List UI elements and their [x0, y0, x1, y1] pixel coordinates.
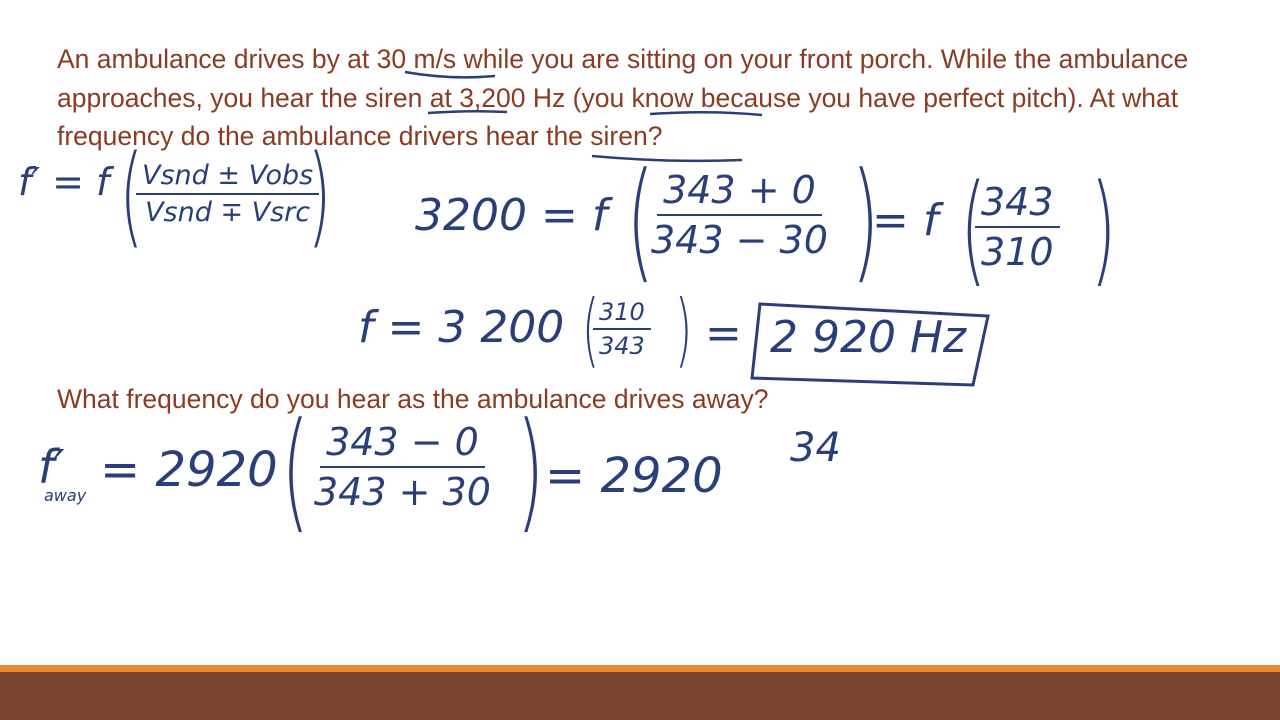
step3-right-paren: ): [516, 394, 545, 546]
step2-numerator: 310: [593, 298, 651, 330]
hear-word: hear: [260, 82, 314, 113]
formula-left-paren: (: [119, 131, 144, 259]
frequency-value: 3,200 Hz: [459, 82, 566, 113]
drivers-word: drivers: [398, 121, 479, 151]
question-2: What frequency do you hear as the ambulance drives away?: [57, 384, 769, 414]
step1-right-paren: ): [851, 144, 880, 296]
step3-partial: 34: [790, 425, 841, 471]
step2-equals: =: [705, 308, 742, 359]
step2-denominator: 343: [599, 332, 645, 360]
step2-lhs: f = 3 200: [358, 302, 565, 353]
problem-part1: An ambulance drives by at: [57, 44, 377, 74]
step2-right-paren: ): [675, 283, 693, 376]
formula-numerator: Vsnd ± Vobs: [136, 160, 319, 195]
problem-part2: while you are sitting on your front porch. While the ambulance approaches, you: [57, 44, 1189, 113]
footer-accent-stripe: [0, 665, 1280, 672]
step3-left-paren: (: [281, 394, 310, 546]
step1-fraction: [645, 168, 834, 262]
problem-part5: hear the siren?: [478, 121, 663, 151]
step1-numerator: 343 + 0: [657, 168, 822, 216]
speed-value: 30 m/s: [376, 44, 457, 74]
step1-left-paren: (: [626, 144, 655, 296]
step1-lhs: 3200 = f: [415, 190, 608, 241]
step1-fraction-2: [975, 180, 1060, 274]
step1-mid: = f: [872, 195, 939, 246]
step3-lhs-subscript: away: [44, 486, 87, 505]
formula-right-paren: ): [307, 131, 332, 259]
doppler-formula-lhs: f′ = f: [18, 160, 110, 204]
step1-denominator-2: 310: [981, 230, 1054, 274]
step1-numerator-2: 343: [975, 180, 1060, 228]
step1-right-paren-2: ): [1090, 160, 1117, 299]
step3-fraction: [308, 420, 497, 514]
step3-result: = 2920: [545, 448, 723, 504]
step3-eq: = 2920: [100, 442, 278, 498]
problem-part3: the siren at: [313, 82, 460, 113]
doppler-formula-fraction: [136, 160, 319, 228]
step2-answer: 2 920 Hz: [770, 312, 967, 363]
step2-fraction: [593, 298, 651, 360]
problem-text: [57, 40, 1257, 156]
step1-left-paren-2: (: [960, 160, 987, 299]
step3-lhs: f′: [38, 440, 65, 494]
formula-denominator: Vsnd ∓ Vsrc: [145, 197, 311, 228]
step3-numerator: 343 − 0: [320, 420, 485, 468]
step2-left-paren: (: [582, 283, 600, 376]
step3-denominator: 343 + 30: [314, 470, 491, 514]
footer-bar: [0, 672, 1280, 720]
problem-part4: (you know because you have perfect pitch). At what frequency do the ambulance: [57, 82, 1179, 151]
step1-denominator: 343 − 30: [651, 218, 828, 262]
